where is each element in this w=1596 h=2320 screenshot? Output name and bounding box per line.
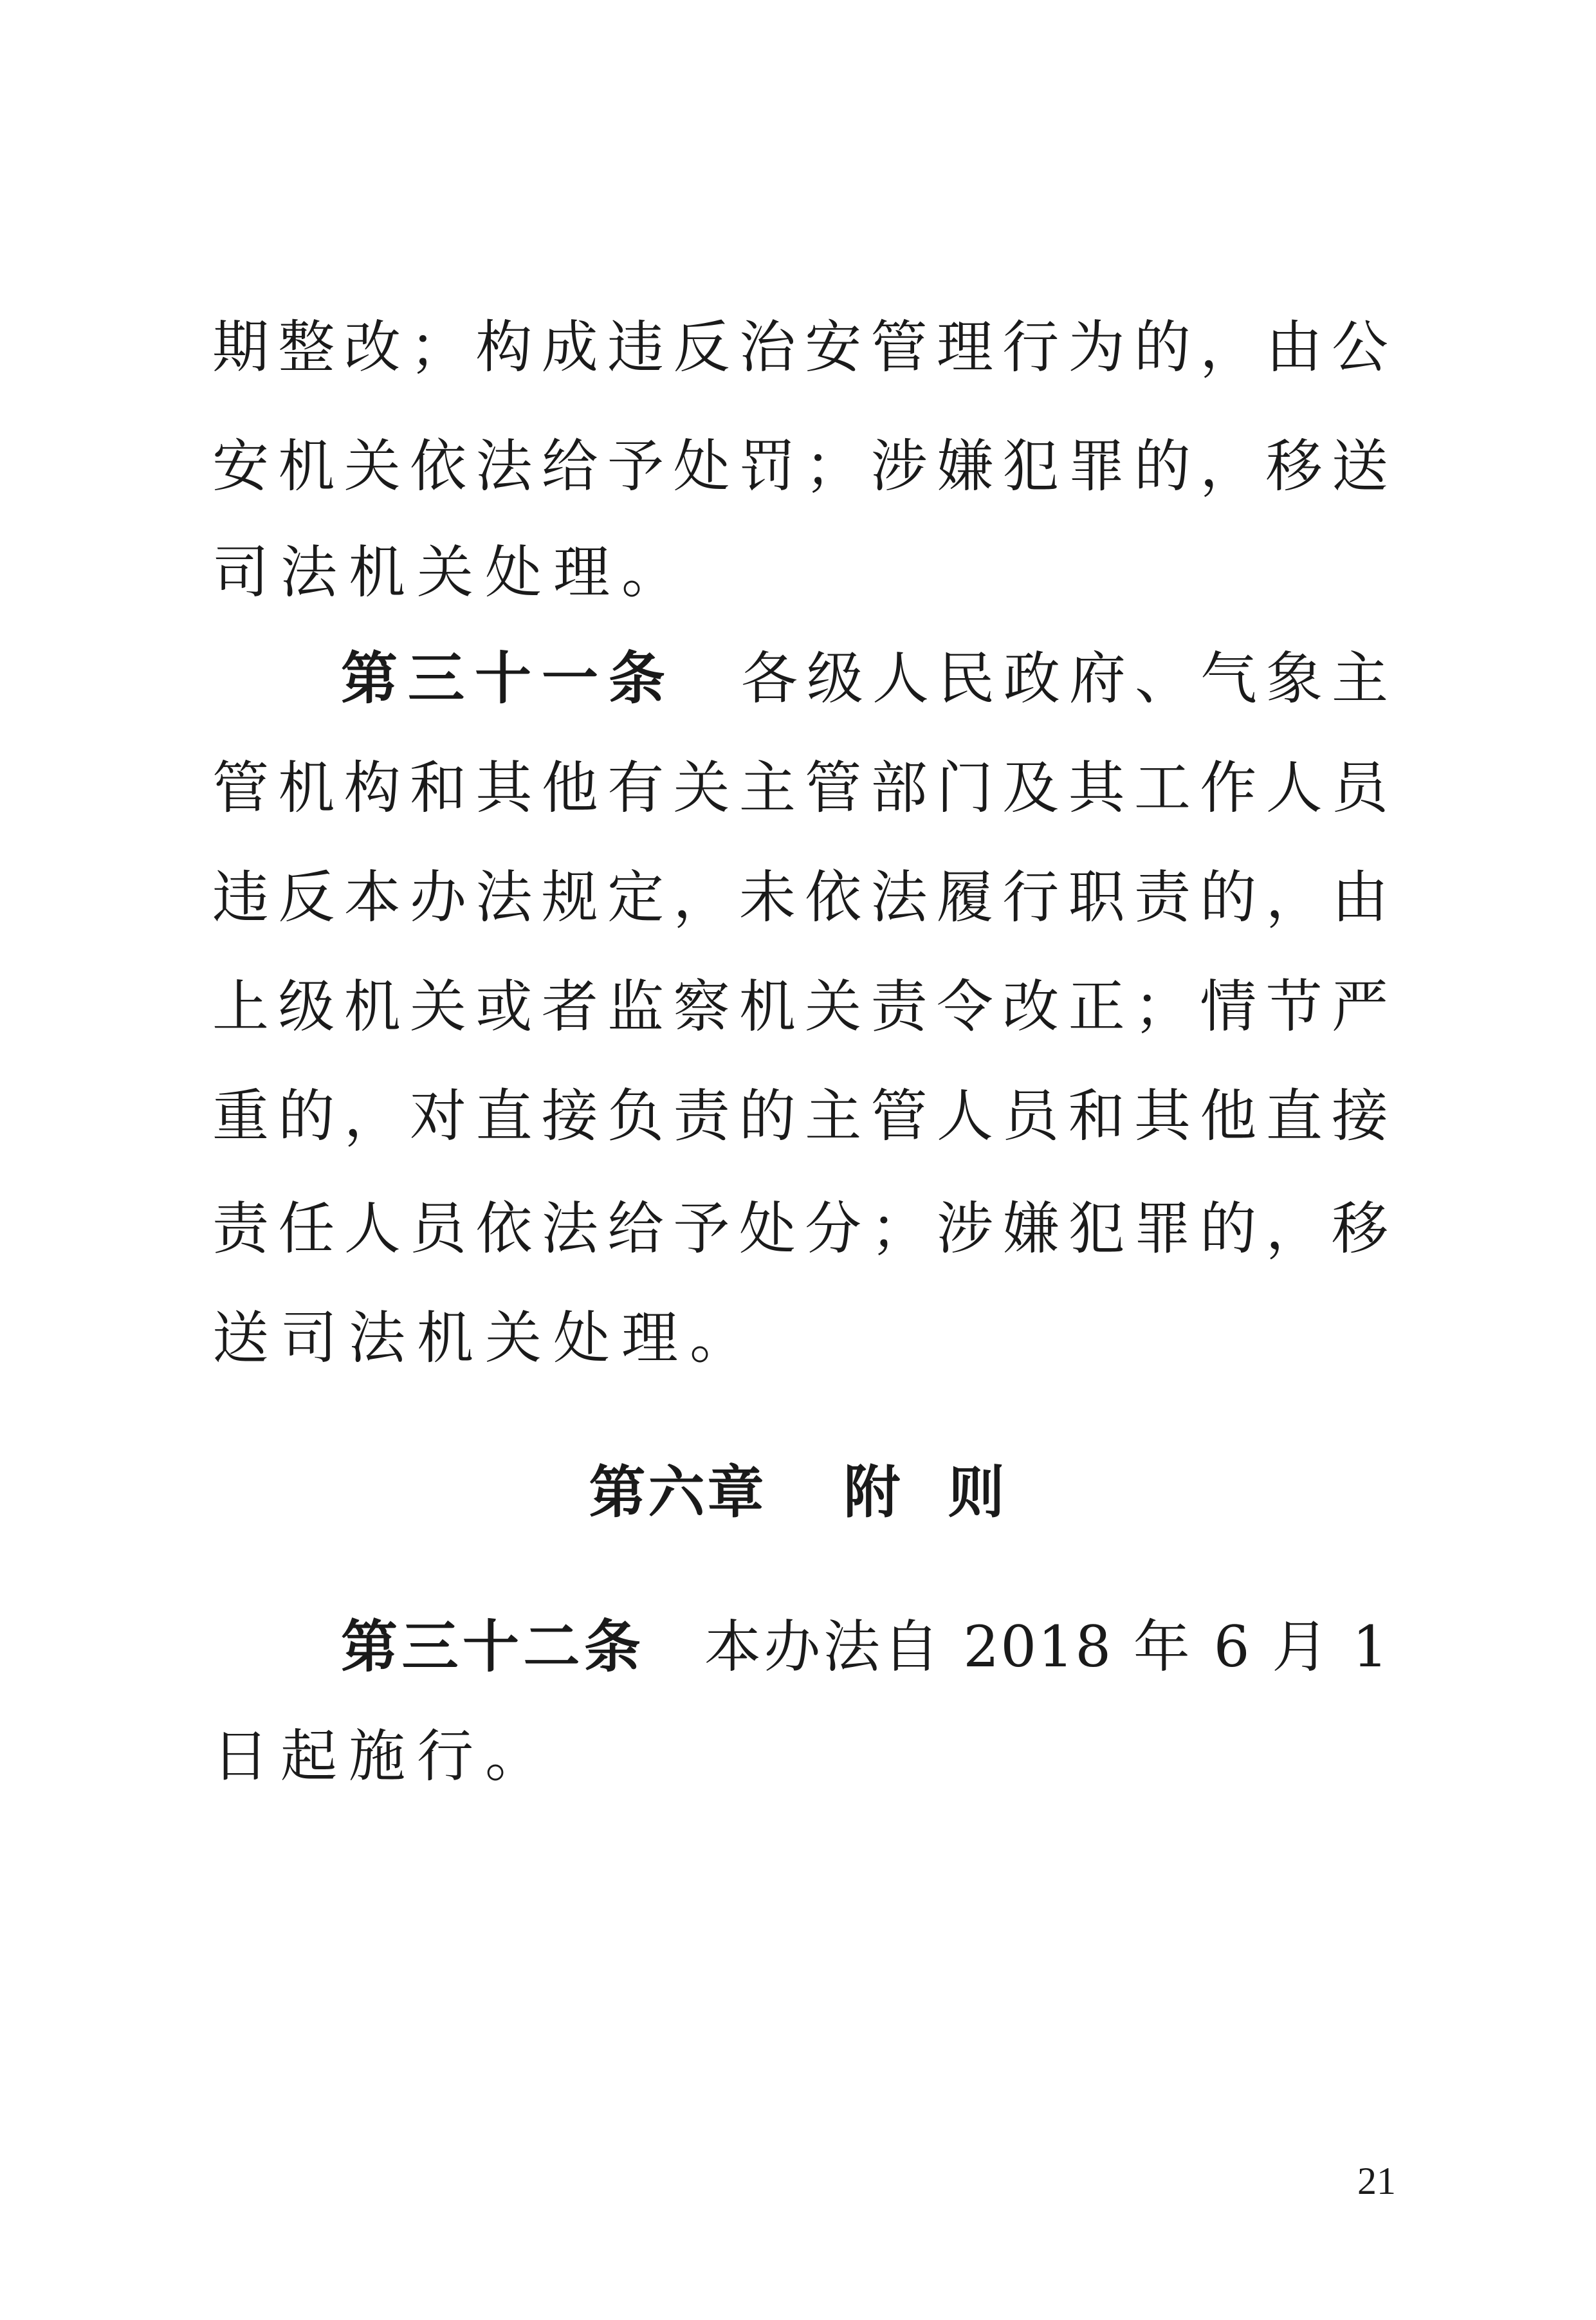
paragraph-line: 期整改；构成违反治安管理行为的，由公 xyxy=(212,314,1390,380)
article-31-heading: 第三十一条 xyxy=(341,645,675,712)
paragraph-line: 重的，对直接负责的主管人员和其他直接 xyxy=(212,1083,1390,1149)
article-31-first-line xyxy=(341,647,1390,711)
article-31-text: 各级人民政府、气象主 xyxy=(733,645,1390,712)
chapter-title-part1: 附 xyxy=(843,1459,903,1525)
paragraph-line: 安机关依法给予处罚；涉嫌犯罪的，移送 xyxy=(212,433,1390,499)
paragraph-line: 责任人员依法给予处分；涉嫌犯罪的，移 xyxy=(212,1195,1390,1262)
chapter-heading xyxy=(0,1460,1596,1525)
paragraph-line: 管机构和其他有关主管部门及其工作人员 xyxy=(212,755,1390,821)
chapter-number: 第六章 xyxy=(589,1459,767,1525)
paragraph-line: 上级机关或者监察机关责令改正；情节严 xyxy=(212,973,1390,1040)
paragraph-line: 日起施行。 xyxy=(212,1723,554,1789)
article-32-text: 本办法自 2018 年 6 月 1 xyxy=(702,1614,1390,1680)
paragraph-line: 违反本办法规定，未依法履行职责的，由 xyxy=(212,864,1390,930)
paragraph-line: 送司法机关处理。 xyxy=(212,1305,758,1371)
article-32-first-line xyxy=(341,1615,1390,1679)
chapter-title-part2: 则 xyxy=(948,1459,1007,1525)
article-32-heading: 第三十二条 xyxy=(341,1614,645,1680)
paragraph-line: 司法机关处理。 xyxy=(212,539,690,605)
page-number: 21 xyxy=(1357,2160,1396,2202)
